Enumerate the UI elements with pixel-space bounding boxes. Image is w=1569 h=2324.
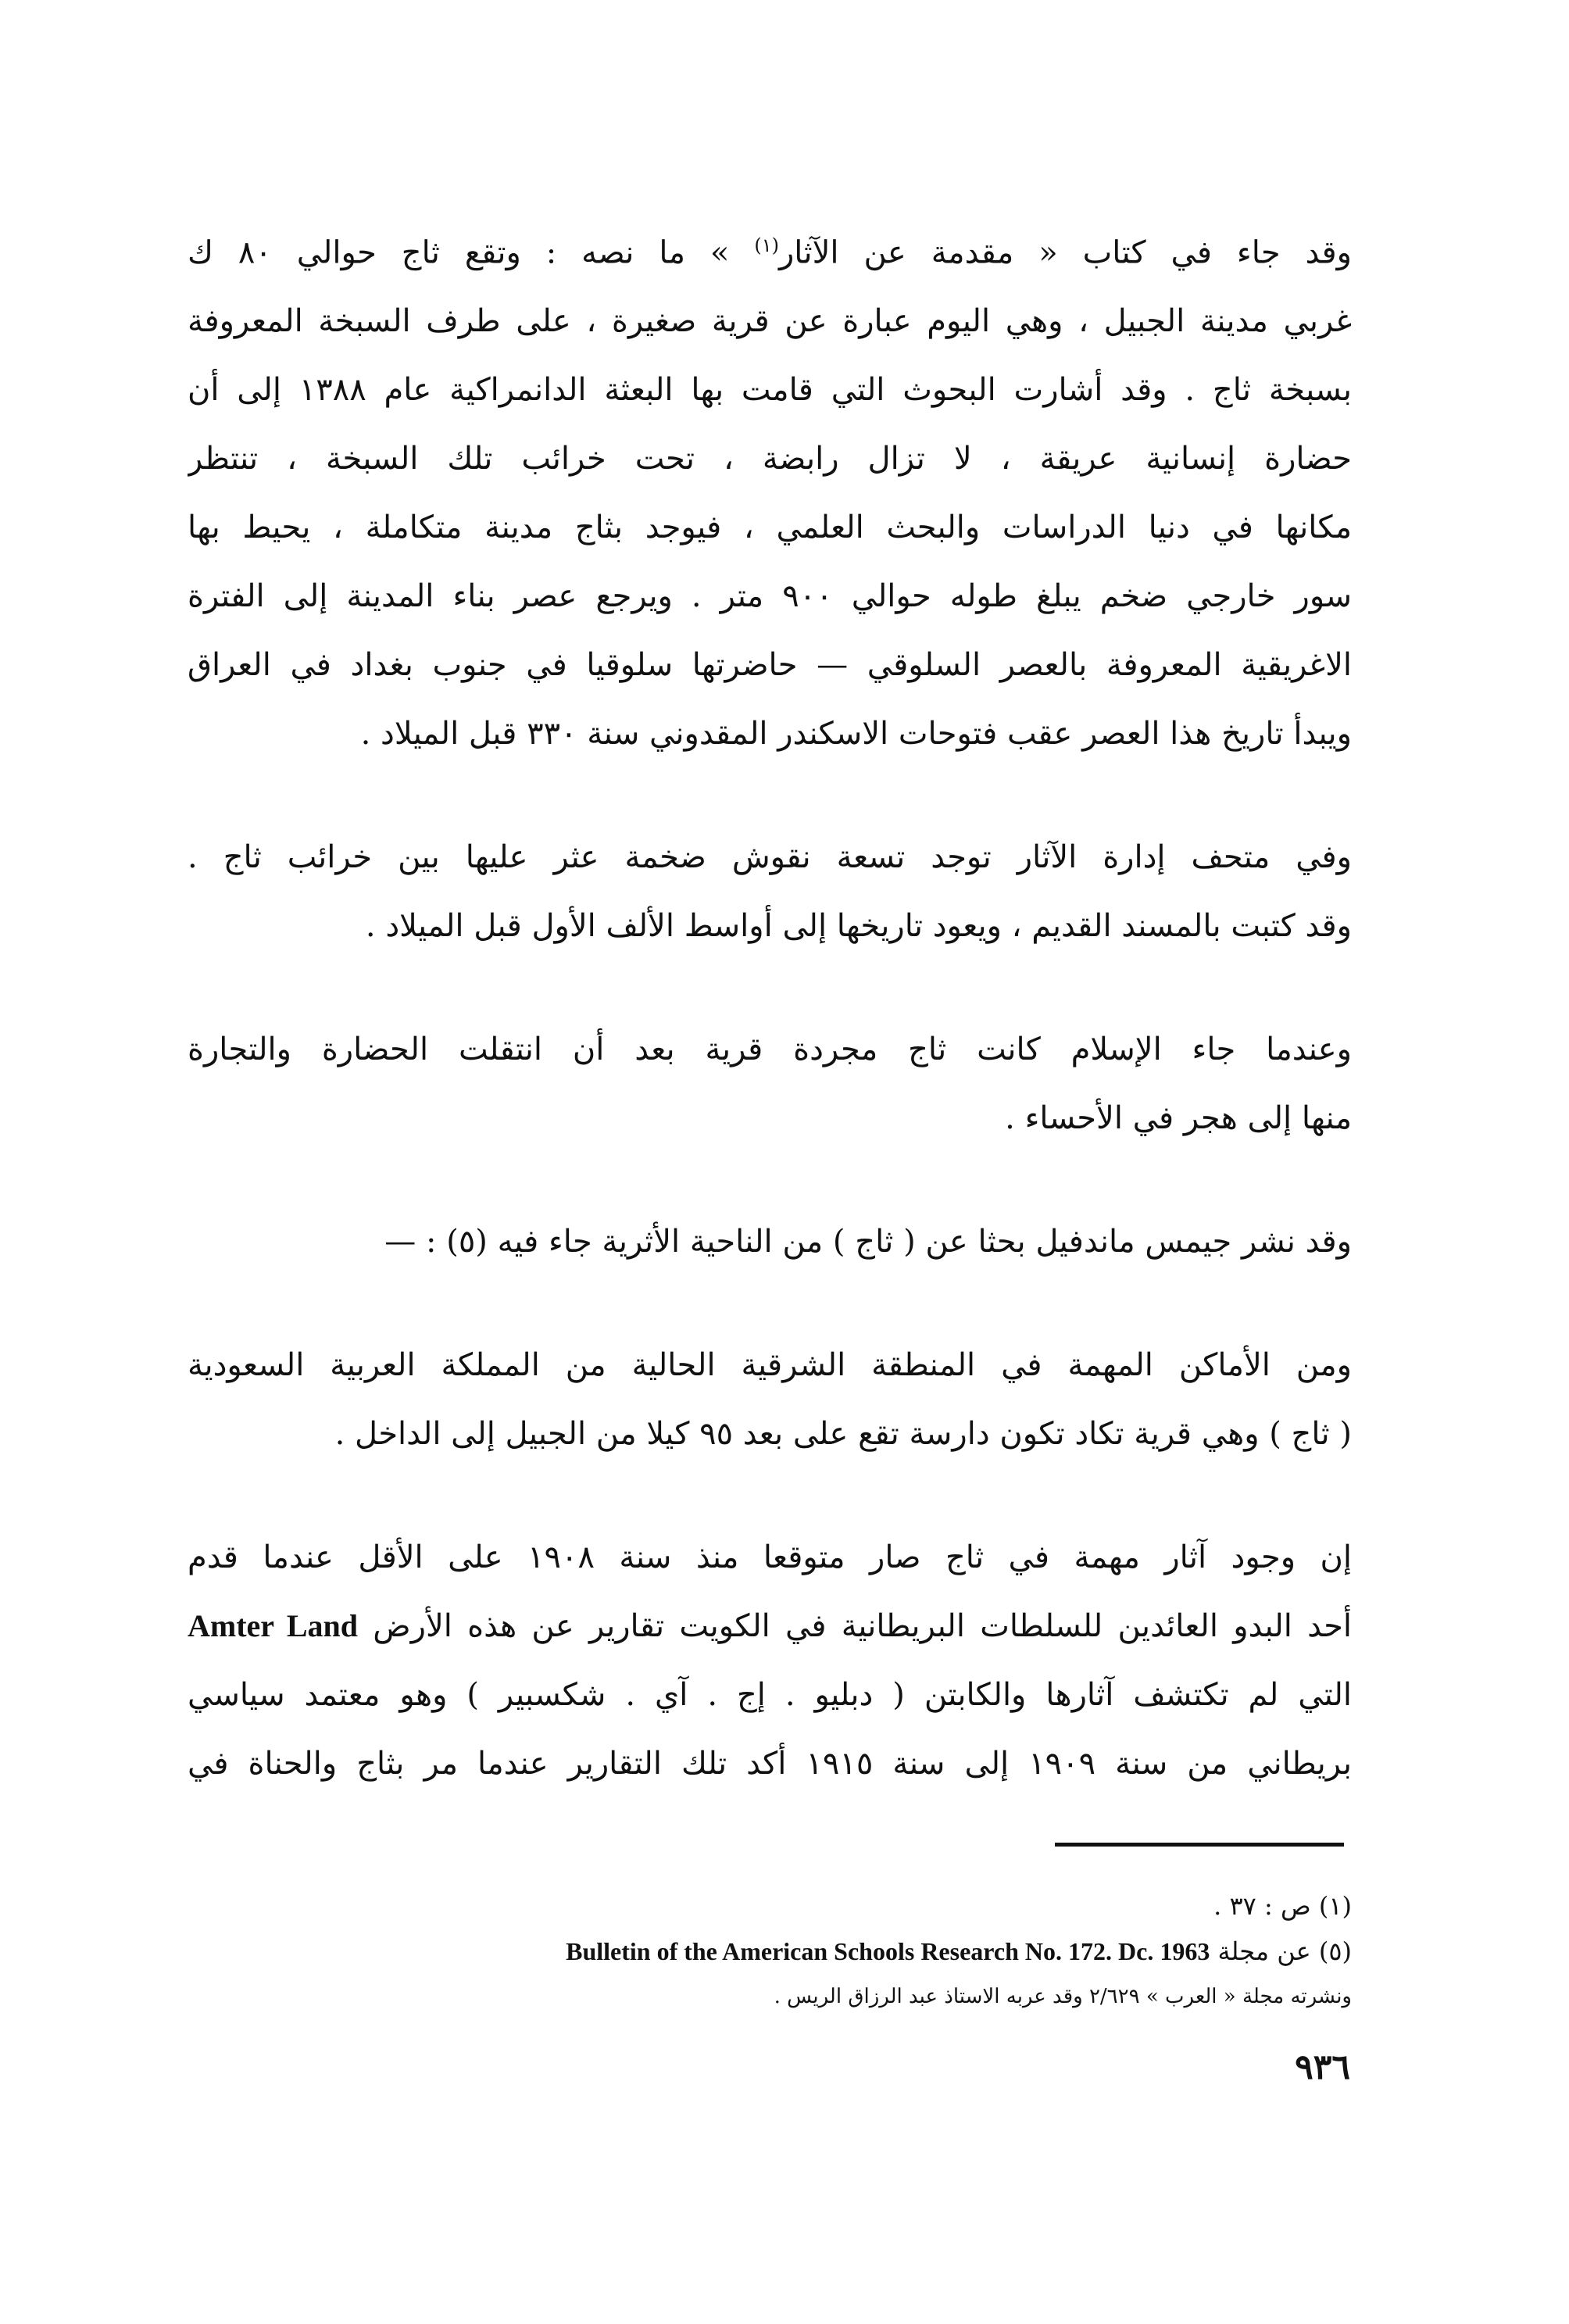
footnote-2 xyxy=(188,1929,1352,1974)
paragraph-2 xyxy=(188,823,1352,960)
footnote-2-latin: Bulletin of the American Schools Research No. 172. Dc. 1963 xyxy=(566,1937,1210,1965)
footnote-2-arabic: (٥) عن مجلة xyxy=(1217,1936,1352,1966)
paragraph-1 xyxy=(188,211,1352,768)
latin-inline-text: Amter Land xyxy=(188,1608,359,1644)
footnote-1: (١) ص : ٣٧ . xyxy=(1213,1891,1352,1921)
paragraph-6-line-2 xyxy=(188,1592,1352,1661)
line-text: أحد البدو العائدين للسلطات البريطانية في الكويت تقارير عن هذه الأرض xyxy=(373,1608,1352,1645)
paragraph-1-line-8: ويبدأ تاريخ هذا العصر عقب فتوحات الاسكندر المقدوني سنة ٣٣٠ قبل الميلاد . xyxy=(360,716,1352,753)
paragraph-1-line-1 xyxy=(188,211,1352,287)
page-number: ٩٣٦ xyxy=(1295,2047,1350,2087)
paragraph-5-line-2: ( ثاج ) وهي قرية تكاد تكون دارسة تقع على بعد ٩٥ كيلا من الجبيل إلى الداخل . xyxy=(334,1416,1352,1453)
paragraph-6-line-3: التي لم تكتشف آثارها والكابتن ( دبليو . إج . آي . شكسبير ) وهو معتمد سياسي xyxy=(188,1677,1352,1714)
footnote-ref-1: (١) xyxy=(754,234,779,256)
paragraph-5-line-1: ومن الأماكن المهمة في المنطقة الشرقية الحالية من المملكة العربية السعودية xyxy=(188,1347,1352,1384)
footnote-divider xyxy=(1055,1843,1344,1847)
paragraph-2-line-1: وفي متحف إدارة الآثار توجد تسعة نقوش ضخمة عثر عليها بين خرائب ثاج . xyxy=(188,839,1352,876)
body-text xyxy=(188,211,1352,1853)
paragraph-4 xyxy=(188,1207,1352,1276)
paragraph-3-line-1: وعندما جاء الإسلام كانت ثاج مجردة قرية بعد أن انتقلت الحضارة والتجارة xyxy=(188,1031,1352,1068)
paragraph-1-line-5: مكانها في دنيا الدراسات والبحث العلمي ، فيوجد بثاج مدينة متكاملة ، يحيط بها xyxy=(188,509,1352,546)
paragraph-1-line-6: سور خارجي ضخم يبلغ طوله حوالي ٩٠٠ متر . ويرجع عصر بناء المدينة إلى الفترة xyxy=(188,578,1352,615)
paragraph-3-line-2: منها إلى هجر في الأحساء . xyxy=(1005,1100,1352,1137)
paragraph-1-line-4: حضارة إنسانية عريقة ، لا تزال رابضة ، تحت خرائب تلك السبخة ، تنتظر xyxy=(188,441,1352,477)
paragraph-3 xyxy=(188,1015,1352,1153)
paragraph-6-line-1: إن وجود آثار مهمة في ثاج صار متوقعا منذ سنة ١٩٠٨ على الأقل عندما قدم xyxy=(188,1539,1352,1576)
paragraph-1-line-3: بسبخة ثاج . وقد أشارت البحوث التي قامت بها البعثة الدانمراكية عام ١٣٨٨ إلى أن xyxy=(188,372,1352,409)
paragraph-4-line-1: وقد نشر جيمس ماندفيل بحثا عن ( ثاج ) من الناحية الأثرية جاء فيه (٥) : — xyxy=(384,1224,1352,1260)
paragraph-1-line-7: الاغريقية المعروفة بالعصر السلوقي — حاضرتها سلوقيا في جنوب بغداد في العراق xyxy=(188,647,1352,684)
line-text: وقد جاء في كتاب « مقدمة عن الآثار xyxy=(778,234,1352,271)
footnote-3: ونشرته مجلة « العرب » ٢/٦٢٩ وقد عربه الاستاذ عبد الرزاق الريس . xyxy=(774,1985,1352,2008)
paragraph-6-line-4: بريطاني من سنة ١٩٠٩ إلى سنة ١٩١٥ أكد تلك التقارير عندما مر بثاج والحناة في xyxy=(188,1746,1352,1782)
paragraph-1-line-2: غربي مدينة الجبيل ، وهي اليوم عبارة عن قرية صغيرة ، على طرف السبخة المعروفة xyxy=(188,303,1352,340)
paragraph-2-line-2: وقد كتبت بالمسند القديم ، ويعود تاريخها إلى أواسط الألف الأول قبل الميلاد . xyxy=(365,908,1352,945)
paragraph-6 xyxy=(188,1523,1352,1798)
line-text-tail: » ما نصه : وتقع ثاج حوالي ٨٠ ك xyxy=(188,234,730,271)
paragraph-5 xyxy=(188,1331,1352,1468)
footnotes xyxy=(188,1883,1352,2019)
